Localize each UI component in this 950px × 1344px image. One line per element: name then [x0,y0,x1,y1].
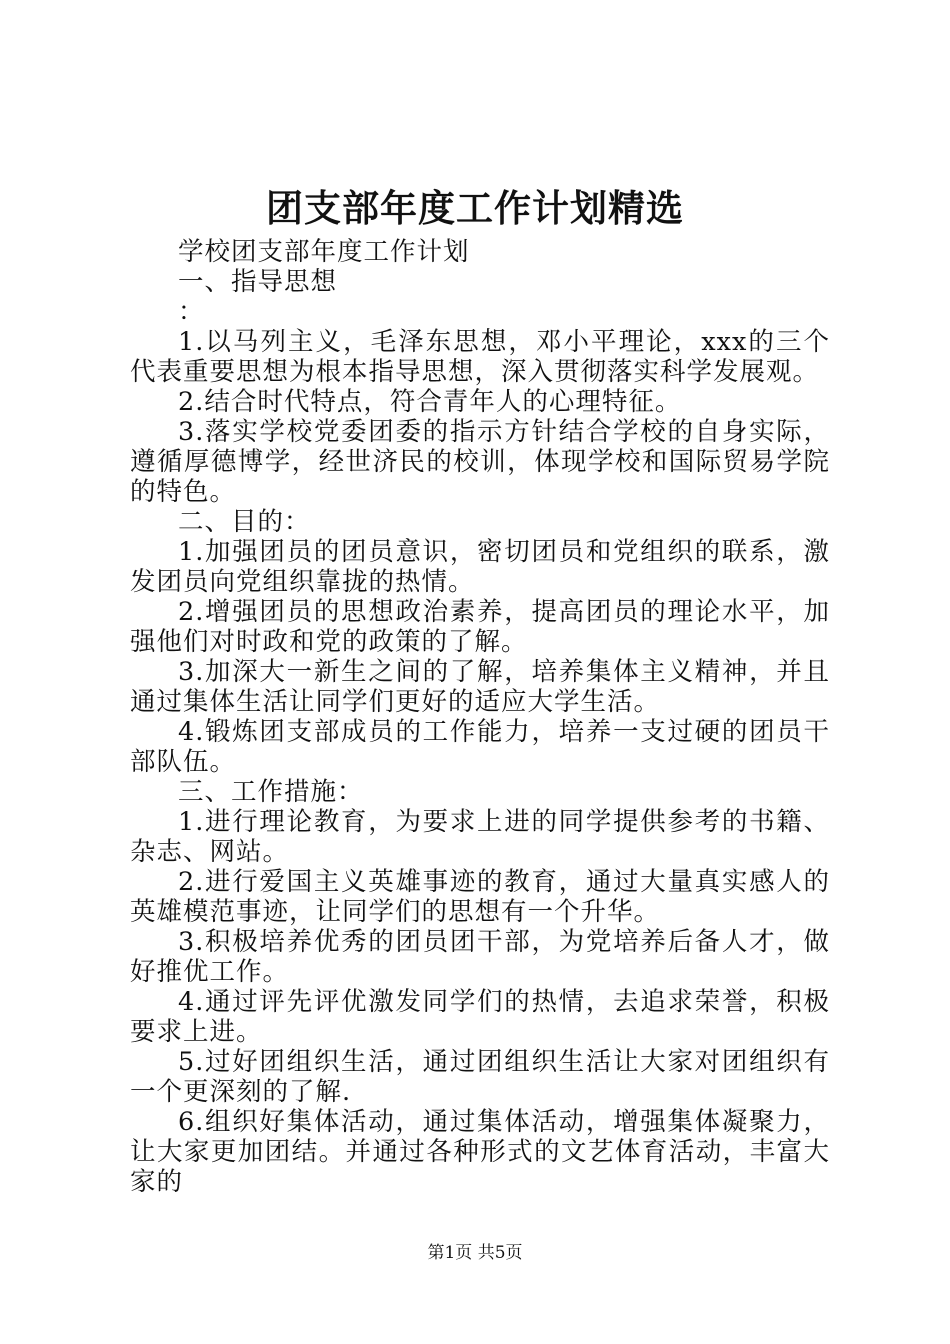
paragraph: 2.结合时代特点，符合青年人的心理特征。 [178,387,682,417]
paragraph: 3.加深大一新生之间的了解，培养集体主义精神，并且通过集体生活让同学们更好的适应大学生活。 [130,657,830,717]
paragraph: ： [178,297,205,327]
section-heading: 二、目的： [178,507,311,537]
paragraph: 1.进行理论教育，为要求上进的同学提供参考的书籍、杂志、网站。 [130,807,830,867]
paragraph: 6.组织好集体活动，通过集体活动，增强集体凝聚力，让大家更加团结。并通过各种形式的文艺体育活动，丰富大家的 [130,1107,830,1197]
paragraph: 4.锻炼团支部成员的工作能力，培养一支过硬的团员干部队伍。 [130,717,830,777]
paragraph: 2.进行爱国主义英雄事迹的教育，通过大量真实感人的英雄模范事迹，让同学们的思想有一个升华。 [130,867,830,927]
page-footer: 第1页 共5页 [427,1243,523,1263]
section-heading: 三、工作措施： [178,777,364,807]
paragraph: 学校团支部年度工作计划 [178,237,470,267]
paragraph: 4.通过评先评优激发同学们的热情，去追求荣誉，积极要求上进。 [130,987,830,1047]
paragraph: 3.积极培养优秀的团员团干部，为党培养后备人才，做好推优工作。 [130,927,830,987]
section-heading: 一、指导思想 [178,267,338,297]
paragraph: 3.落实学校党委团委的指示方针结合学校的自身实际，遵循厚德博学，经世济民的校训，体现学校和国际贸易学院的特色。 [130,417,830,507]
paragraph: 1.以马列主义，毛泽东思想，邓小平理论，xxx的三个代表重要思想为根本指导思想，深入贯彻落实科学发展观。 [130,327,830,387]
paragraph: 5.过好团组织生活，通过团组织生活让大家对团组织有一个更深刻的了解. [130,1047,830,1107]
document-title: 团支部年度工作计划精选 [266,186,684,230]
document-body [130,237,830,1197]
paragraph: 1.加强团员的团员意识，密切团员和党组织的联系，激发团员向党组织靠拢的热情。 [130,537,830,597]
paragraph: 2.增强团员的思想政治素养，提高团员的理论水平，加强他们对时政和党的政策的了解。 [130,597,830,657]
